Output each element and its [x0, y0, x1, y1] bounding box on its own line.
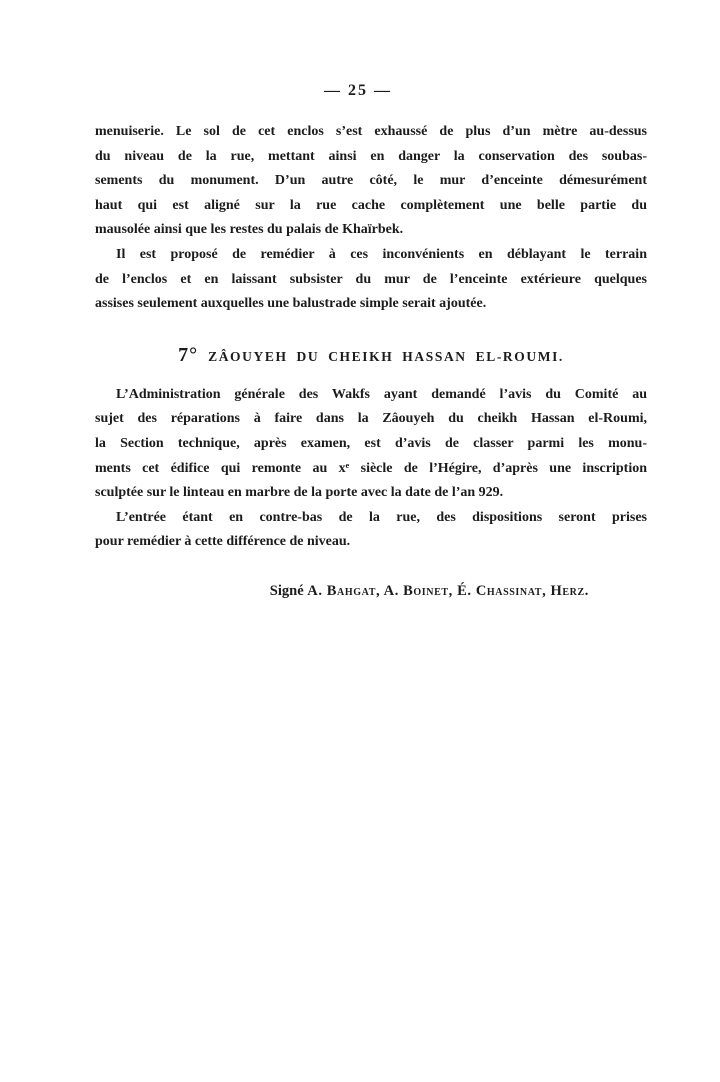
text-line: assises seulement auxquelles une balustrade simple serait ajoutée. [95, 296, 487, 312]
section-title: ZÂOUYEH DU CHEIKH HASSAN EL-ROUMI. [208, 348, 564, 364]
text-line: Il est proposé de remédier à ces inconvénients en déblayant le terrain [116, 246, 647, 262]
section-heading [95, 343, 647, 369]
page-number: — 25 — [324, 82, 392, 99]
text-line: menuiserie. Le sol de cet enclos s’est exhaussé de plus d’un mètre au-dessus [95, 124, 647, 139]
paragraph-1 [95, 120, 647, 243]
text-line: sujet des réparations à faire dans la Zâouyeh du cheikh Hassan el-Roumi, [95, 411, 647, 427]
text-column [95, 120, 647, 601]
text-line: haut qui est aligné sur la rue cache complètement une belle partie du [95, 197, 647, 213]
paragraph-3 [95, 383, 647, 506]
signature-names: A. Bahgat, A. Boinet, É. Chassinat, Herz. [307, 582, 589, 599]
section-number: 7° [178, 343, 199, 366]
signature-label: Signé [269, 582, 304, 599]
text-line: de l’enclos et en laissant subsister du mur de l’enceinte extérieure quelques [95, 271, 647, 287]
text-line: L’entrée étant en contre-bas de la rue, des dispositions seront prises [116, 509, 647, 525]
text-line: sculptée sur le linteau en marbre de la porte avec la date de l’an 929. [95, 485, 504, 501]
text-line: ments cet édifice qui remonte au xᵉ siècle de l’Hégire, d’après une inscription [95, 460, 647, 476]
text-line: pour remédier à cette différence de niveau. [95, 534, 351, 550]
text-line: la Section technique, après examen, est d’avis de classer parmi les monu- [95, 435, 647, 451]
paragraph-4 [95, 506, 647, 555]
text-line: L’Administration générale des Wakfs ayant demandé l’avis du Comité au [116, 386, 647, 402]
paragraph-2 [95, 243, 647, 317]
text-line: du niveau de la rue, mettant ainsi en danger la conservation des soubas- [95, 148, 647, 164]
signature-line [95, 581, 647, 601]
text-line: sements du monument. D’un autre côté, le mur d’enceinte démesurément [95, 173, 647, 189]
text-line: mausolée ainsi que les restes du palais de Khaïrbek. [95, 222, 404, 238]
